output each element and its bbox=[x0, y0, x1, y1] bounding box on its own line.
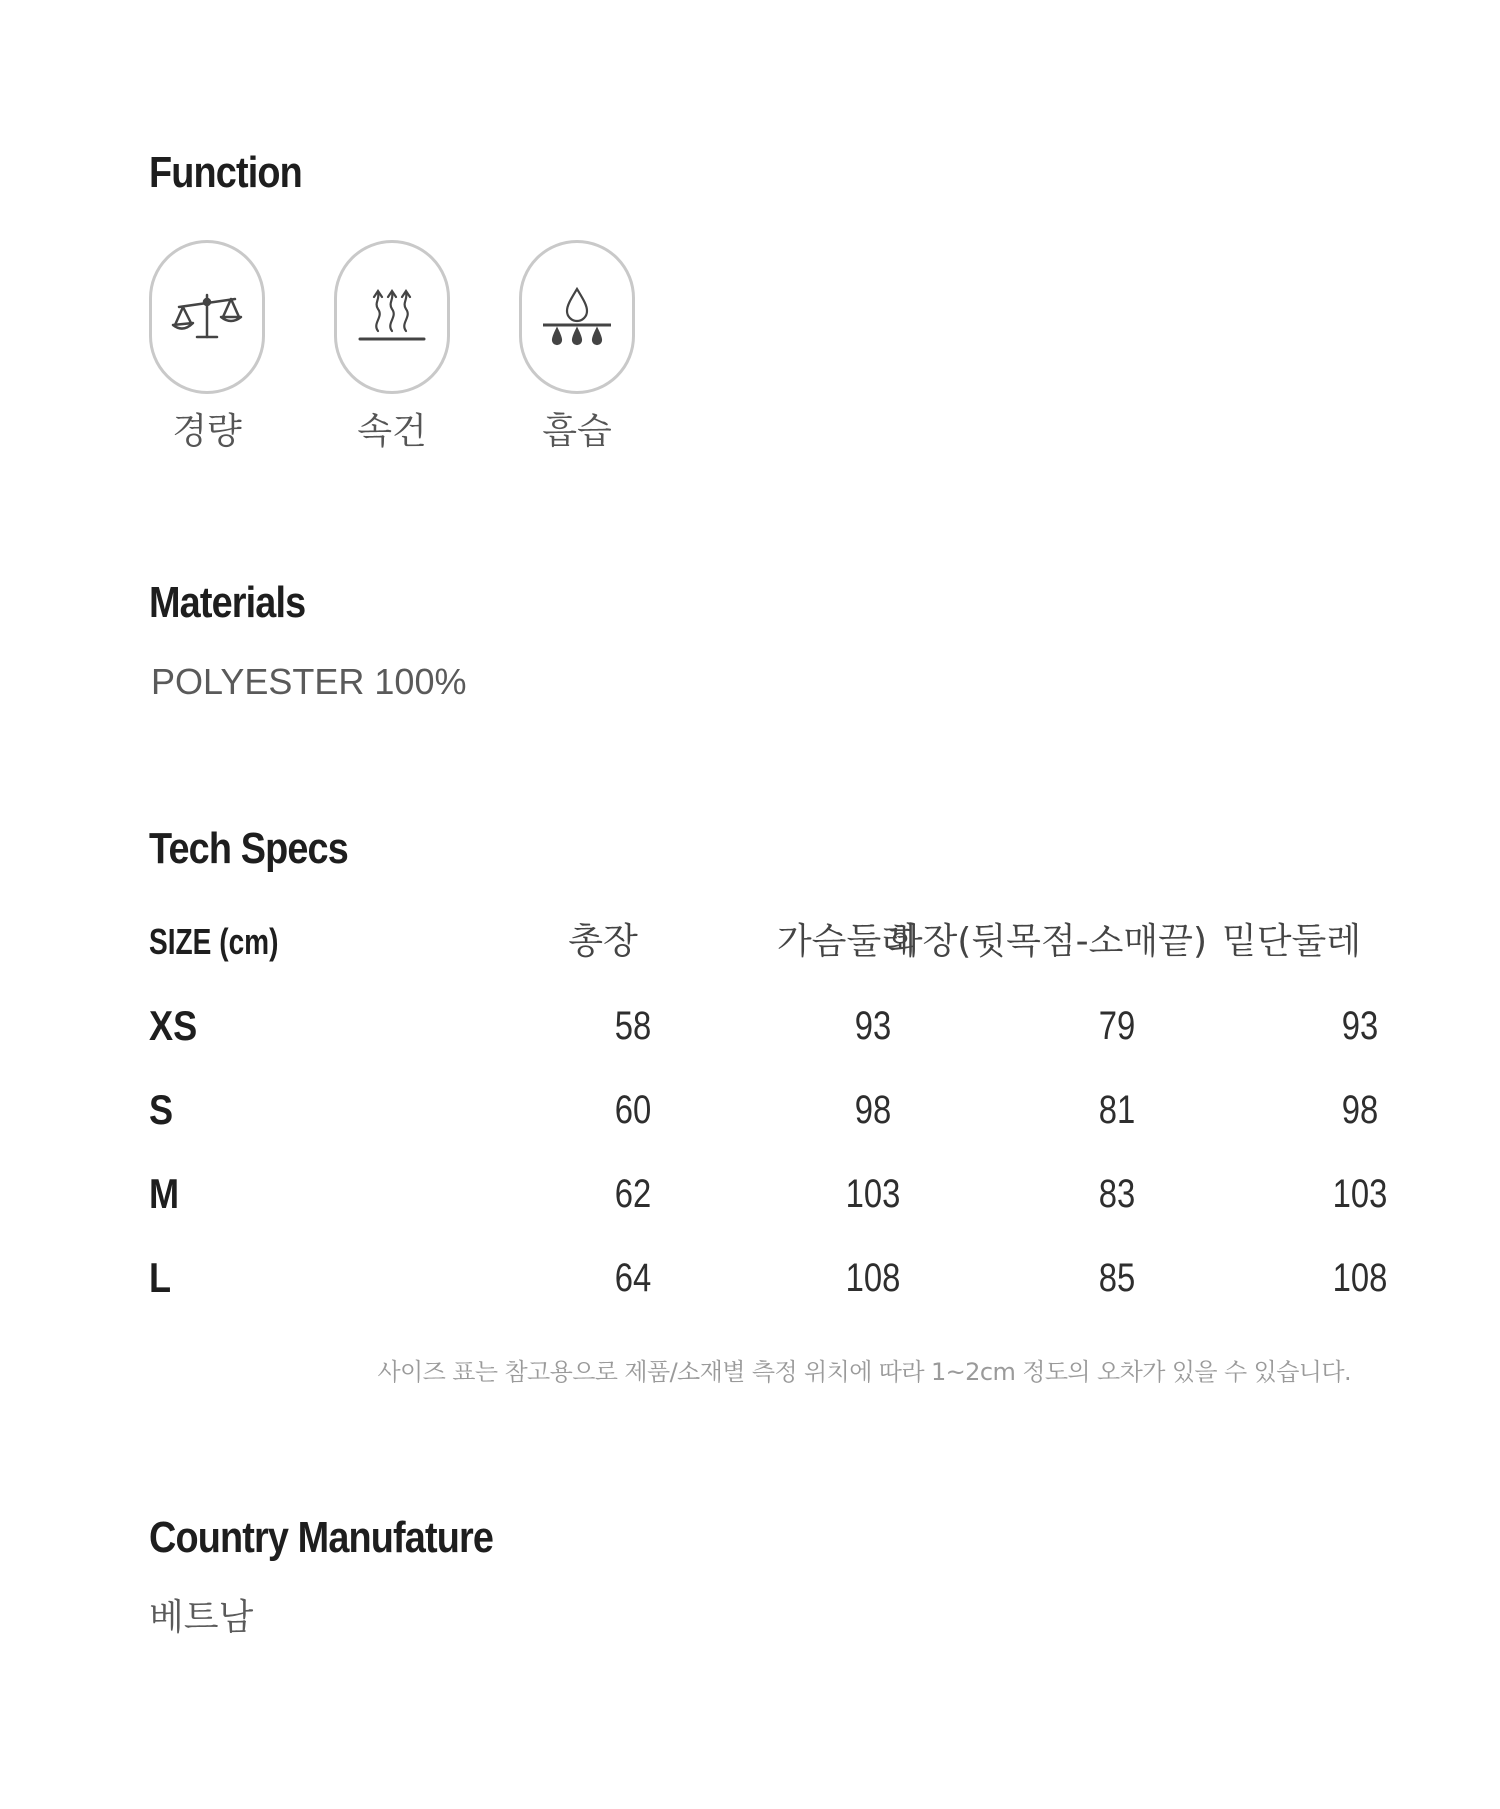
size-table bbox=[149, 912, 1388, 1332]
size-cell: L bbox=[149, 1254, 172, 1301]
water-drop-absorb-icon bbox=[539, 285, 615, 349]
size-cell: M bbox=[149, 1170, 180, 1217]
value-cell: 108 bbox=[845, 1256, 901, 1300]
value-cell: 108 bbox=[1332, 1256, 1388, 1300]
size-cell: S bbox=[149, 1086, 174, 1133]
scale-icon bbox=[169, 285, 245, 349]
table-row bbox=[149, 1080, 1379, 1164]
value-cell: 83 bbox=[1098, 1172, 1136, 1216]
value-cell: 58 bbox=[614, 1004, 652, 1048]
size-cell: XS bbox=[149, 1002, 198, 1049]
icon-badge bbox=[334, 240, 450, 394]
value-cell: 93 bbox=[854, 1004, 892, 1048]
table-row bbox=[149, 1164, 1388, 1248]
country-value: 베트남 bbox=[149, 1597, 254, 1638]
tech-specs-heading: Tech Specs bbox=[149, 824, 348, 873]
header-size: SIZE (cm) bbox=[149, 921, 279, 962]
function-label-lightweight: 경량 bbox=[172, 411, 242, 452]
value-cell: 64 bbox=[614, 1256, 652, 1300]
size-disclaimer: 사이즈 표는 참고용으로 제품/소재별 측정 위치에 따라 1~2cm 정도의 오차가 있을 수 있습니다. bbox=[377, 1358, 1351, 1386]
function-label-quickdry: 속건 bbox=[357, 411, 427, 452]
function-label-absorbent: 흡습 bbox=[542, 411, 612, 452]
value-cell: 98 bbox=[854, 1088, 892, 1132]
function-item-quickdry bbox=[334, 240, 450, 454]
value-cell: 103 bbox=[1332, 1172, 1388, 1216]
function-item-absorbent bbox=[519, 240, 635, 454]
function-heading: Function bbox=[149, 148, 302, 197]
value-cell: 93 bbox=[1341, 1004, 1379, 1048]
icon-badge bbox=[519, 240, 635, 394]
header-chest: 가슴둘레 bbox=[776, 921, 916, 962]
table-header-row bbox=[149, 912, 1362, 996]
header-hem: 밑단둘레 bbox=[1222, 921, 1362, 962]
table-row bbox=[149, 1248, 1388, 1332]
header-sleeve: 화장(뒷목점-소매끝) bbox=[887, 921, 1207, 962]
value-cell: 98 bbox=[1341, 1088, 1379, 1132]
materials-value: POLYESTER 100% bbox=[151, 661, 467, 702]
value-cell: 85 bbox=[1098, 1256, 1136, 1300]
table-row bbox=[149, 996, 1379, 1080]
value-cell: 103 bbox=[845, 1172, 901, 1216]
value-cell: 81 bbox=[1098, 1088, 1136, 1132]
heat-waves-icon bbox=[354, 285, 430, 349]
icon-badge bbox=[149, 240, 265, 394]
function-item-lightweight bbox=[149, 240, 265, 454]
value-cell: 60 bbox=[614, 1088, 652, 1132]
value-cell: 79 bbox=[1098, 1004, 1136, 1048]
header-total-length: 총장 bbox=[568, 921, 638, 962]
country-heading: Country Manufature bbox=[149, 1513, 493, 1562]
materials-heading: Materials bbox=[149, 578, 306, 627]
value-cell: 62 bbox=[614, 1172, 652, 1216]
